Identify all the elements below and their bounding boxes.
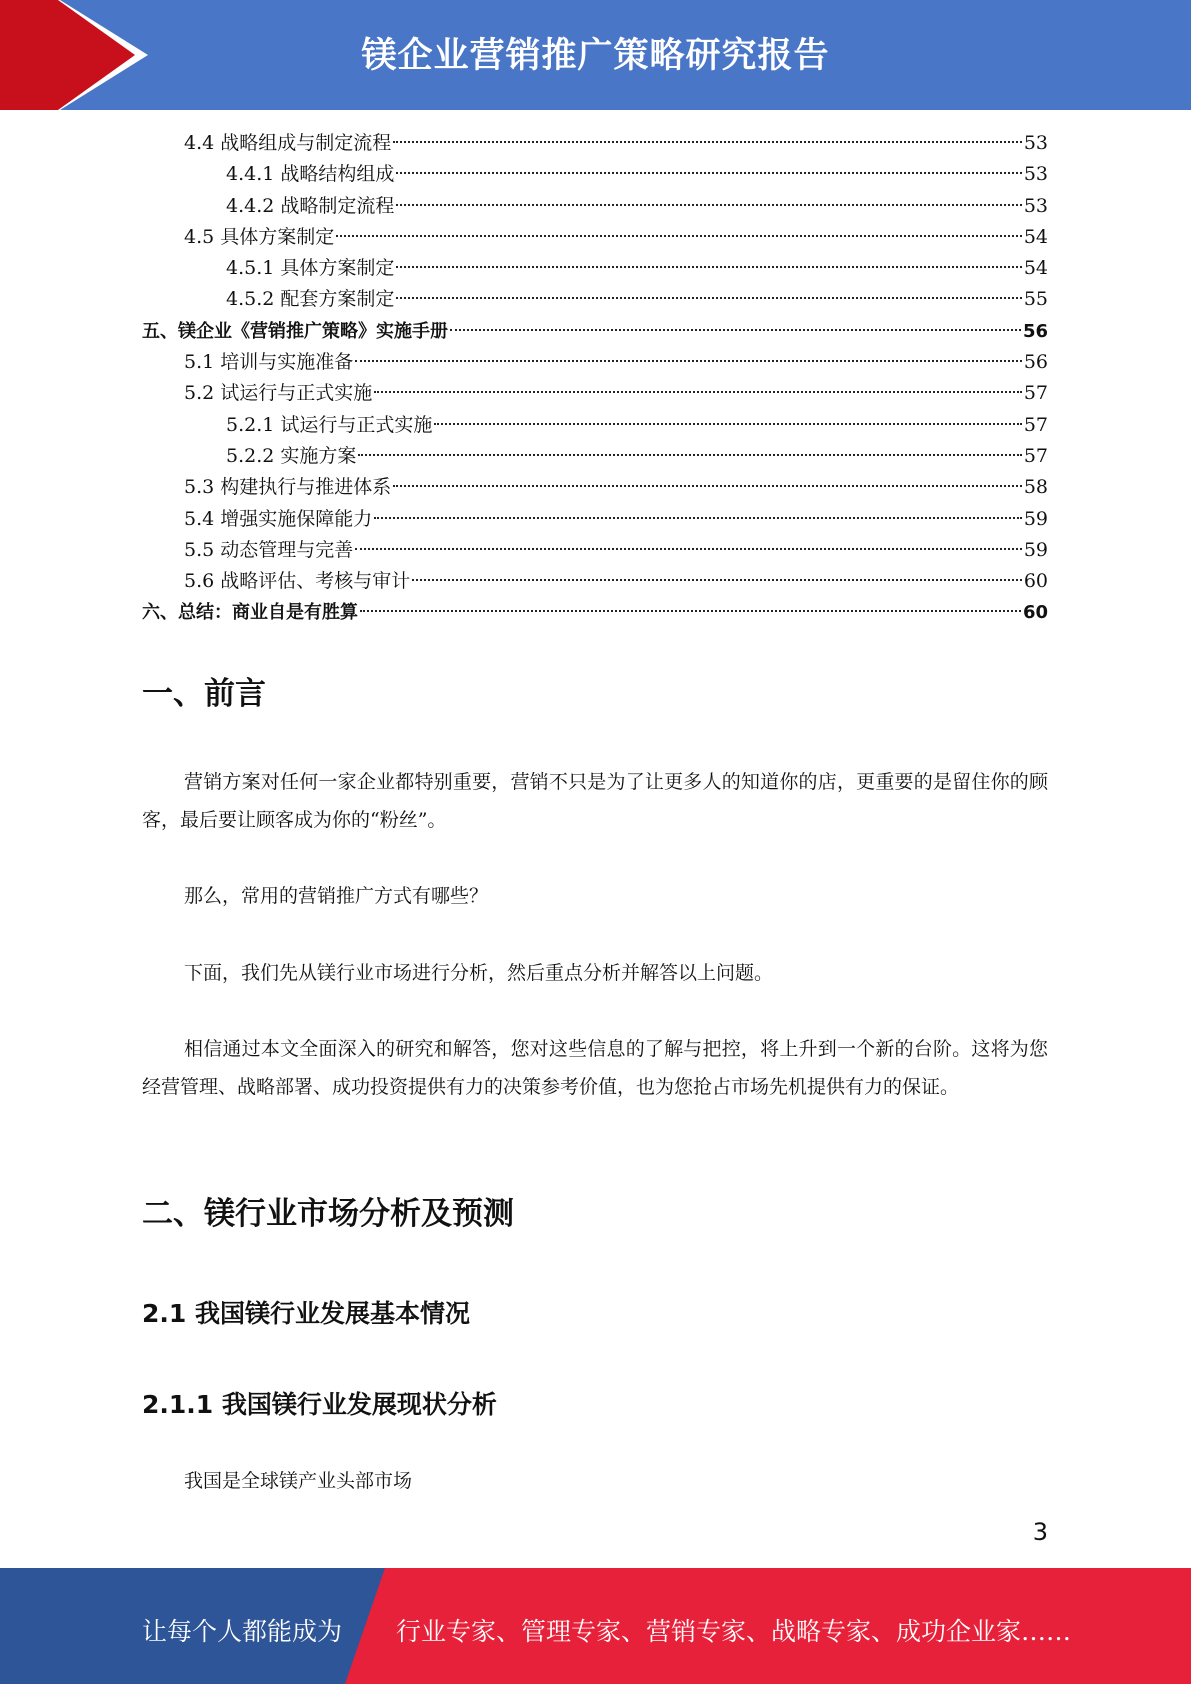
subsubsection-heading: 2.1.1 我国镁行业发展现状分析 <box>142 1390 497 1419</box>
toc-entry-label: 5.2 试运行与正式实施 <box>184 382 373 405</box>
paragraph: 下面，我们先从镁行业市场进行分析，然后重点分析并解答以上问题。 <box>184 962 774 984</box>
toc-dot-leader <box>355 360 1022 362</box>
footer-slogan-left: 让每个人都能成为 <box>142 1617 343 1646</box>
toc-entry-page: 59 <box>1023 538 1048 561</box>
toc-entry[interactable] <box>142 472 1048 503</box>
footer-slogan-right: 行业专家、管理专家、营销专家、战略专家、成功企业家…… <box>396 1617 1072 1646</box>
toc-dot-leader <box>336 235 1022 237</box>
toc-entry[interactable] <box>142 191 1048 222</box>
subsection-heading: 2.1 我国镁行业发展基本情况 <box>142 1299 470 1328</box>
toc-entry[interactable] <box>142 253 1048 284</box>
toc-dot-leader <box>393 141 1022 143</box>
toc-entry-label: 六、总结：商业自是有胜算 <box>142 602 358 624</box>
toc-entry[interactable] <box>142 535 1048 566</box>
toc-entry-label: 5.1 培训与实施准备 <box>184 351 354 374</box>
toc-dot-leader <box>374 517 1022 519</box>
toc-entry-page: 54 <box>1023 225 1048 248</box>
toc-entry-page: 57 <box>1023 413 1048 436</box>
toc-entry-page: 53 <box>1023 194 1048 217</box>
toc-dot-leader <box>434 423 1021 425</box>
toc-entry-label: 4.5.1 具体方案制定 <box>226 257 395 280</box>
report-title: 镁企业营销推广策略研究报告 <box>361 36 830 76</box>
toc-entry-page: 56 <box>1022 320 1048 342</box>
paragraph: 相信通过本文全面深入的研究和解答，您对这些信息的了解与把控，将上升到一个新的台阶。这将为您经营管理、战略部署、成功投资提供有力的决策参考价值，也为您抢占市场先机提供有力的保证。 <box>142 1038 1048 1098</box>
toc-entry-label: 4.4 战略组成与制定流程 <box>184 132 392 154</box>
toc-entry-page: 53 <box>1023 163 1048 186</box>
table-of-contents <box>142 128 1048 629</box>
toc-entry-page: 57 <box>1023 382 1048 405</box>
toc-entry[interactable] <box>142 597 1048 628</box>
paragraph: 营销方案对任何一家企业都特别重要，营销不只是为了让更多人的知道你的店，更重要的是留住你的顾客，最后要让顾客成为你的“粉丝”。 <box>142 771 1048 831</box>
toc-dot-leader <box>450 329 1021 331</box>
toc-entry[interactable] <box>142 284 1048 315</box>
paragraph: 我国是全球镁产业头部市场 <box>184 1470 413 1492</box>
section-heading-market-analysis: 二、镁行业市场分析及预测 <box>142 1196 514 1232</box>
toc-entry-page: 59 <box>1023 507 1048 530</box>
toc-dot-leader <box>396 266 1021 268</box>
footer-banner <box>0 1568 1191 1684</box>
header-bar <box>0 0 1191 110</box>
toc-entry[interactable] <box>142 441 1048 472</box>
toc-entry-page: 60 <box>1022 602 1048 624</box>
toc-entry-label: 4.5 具体方案制定 <box>184 225 335 248</box>
toc-entry-page: 60 <box>1023 570 1048 593</box>
toc-entry[interactable] <box>142 316 1048 347</box>
toc-entry[interactable] <box>142 347 1048 378</box>
toc-entry-label: 4.4.1 战略结构组成 <box>226 163 395 186</box>
toc-entry-label: 5.5 动态管理与完善 <box>184 538 354 561</box>
toc-entry-label: 5.3 构建执行与推进体系 <box>184 476 392 499</box>
toc-dot-leader <box>355 548 1022 550</box>
toc-entry-label: 5.2.1 试运行与正式实施 <box>226 413 433 436</box>
toc-entry-page: 53 <box>1023 132 1048 154</box>
toc-dot-leader <box>396 297 1021 299</box>
toc-dot-leader <box>374 391 1022 393</box>
toc-entry[interactable] <box>142 566 1048 597</box>
toc-entry-label: 4.5.2 配套方案制定 <box>226 288 395 311</box>
toc-entry-label: 4.4.2 战略制定流程 <box>226 194 395 217</box>
toc-entry-page: 54 <box>1023 257 1048 280</box>
toc-entry[interactable] <box>142 378 1048 409</box>
toc-entry[interactable] <box>142 504 1048 535</box>
toc-dot-leader <box>360 610 1021 612</box>
section-heading-preface: 一、前言 <box>142 676 266 712</box>
toc-dot-leader <box>412 579 1022 581</box>
toc-dot-leader <box>393 485 1022 487</box>
toc-entry-label: 五、镁企业《营销推广策略》实施手册 <box>142 320 448 342</box>
toc-entry-label: 5.2.2 实施方案 <box>226 444 357 467</box>
toc-entry[interactable] <box>142 159 1048 190</box>
toc-entry-page: 55 <box>1023 288 1048 311</box>
toc-entry-page: 57 <box>1023 444 1048 467</box>
paragraph: 那么，常用的营销推广方式有哪些？ <box>184 885 489 907</box>
toc-dot-leader <box>396 172 1021 174</box>
toc-dot-leader <box>396 204 1021 206</box>
toc-entry-label: 5.6 战略评估、考核与审计 <box>184 570 411 593</box>
toc-entry-label: 5.4 增强实施保障能力 <box>184 507 373 530</box>
toc-entry-page: 56 <box>1023 351 1048 374</box>
toc-entry[interactable] <box>142 128 1048 159</box>
page-number: 3 <box>1032 1518 1048 1546</box>
toc-dot-leader <box>358 454 1021 456</box>
toc-entry[interactable] <box>142 222 1048 253</box>
toc-entry[interactable] <box>142 410 1048 441</box>
toc-entry-page: 58 <box>1023 476 1048 499</box>
